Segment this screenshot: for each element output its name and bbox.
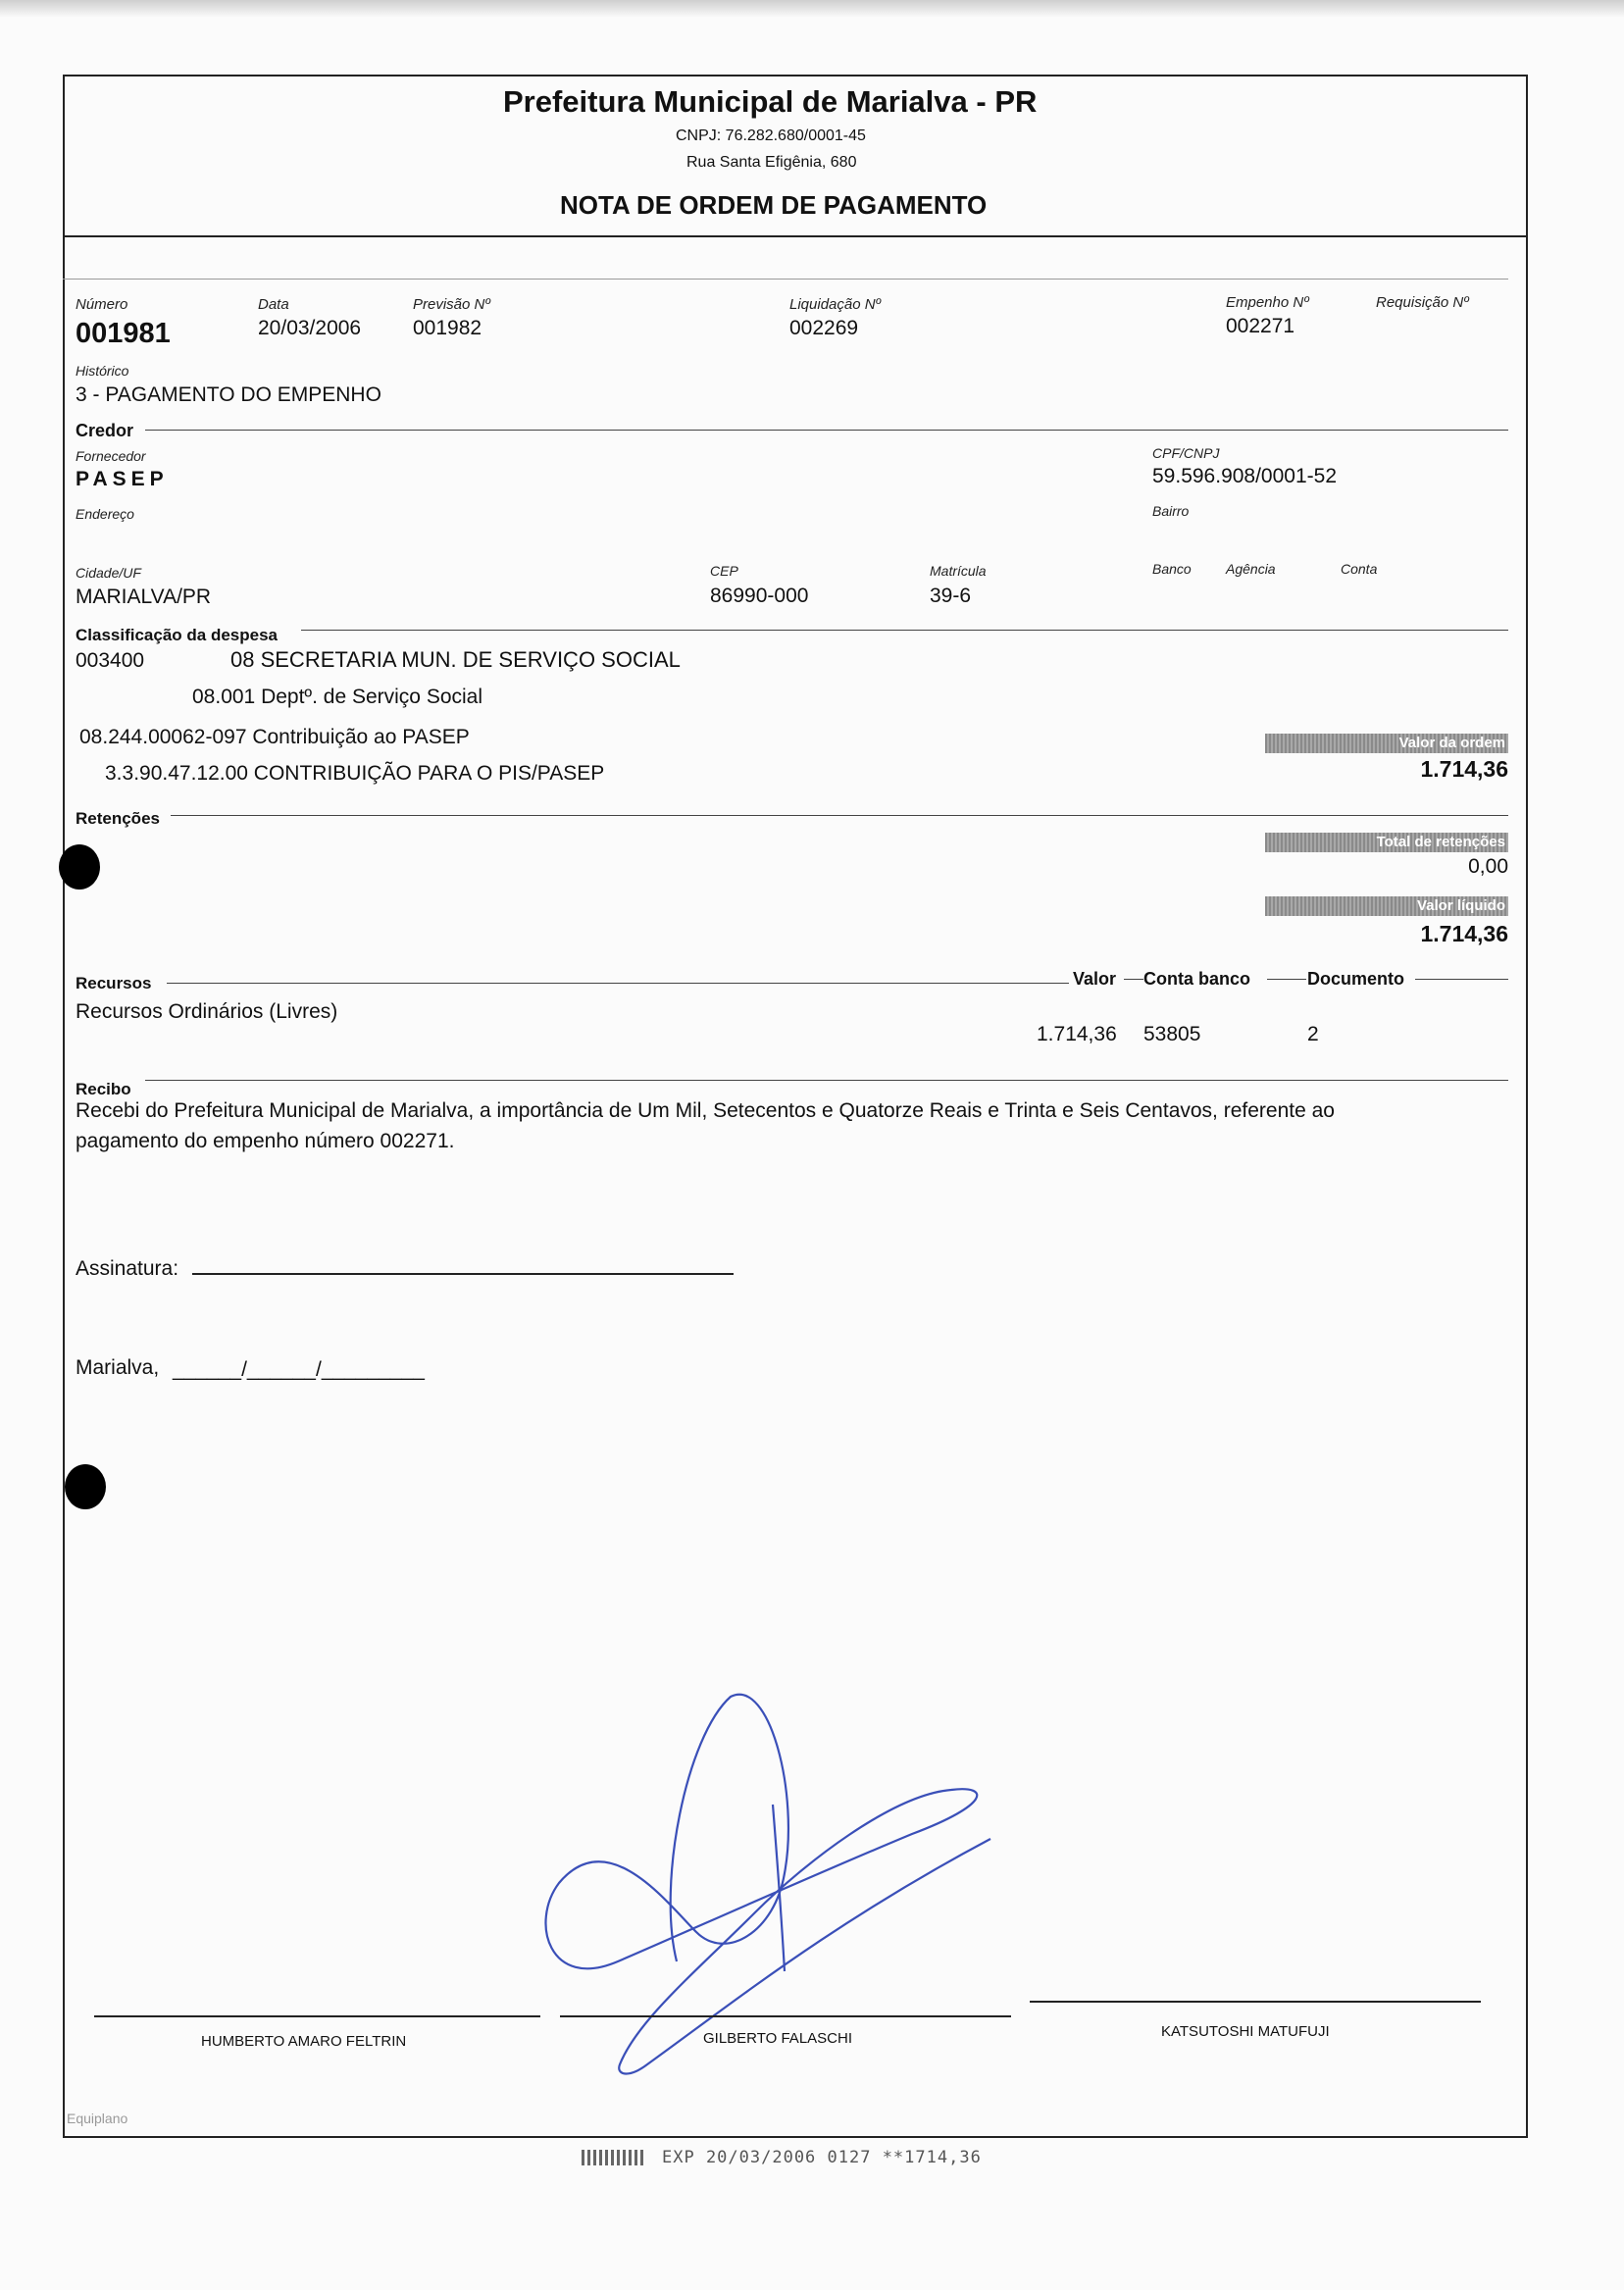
- cep-value: 86990-000: [710, 585, 809, 607]
- classificacao-line1: 08 SECRETARIA MUN. DE SERVIÇO SOCIAL: [230, 647, 681, 672]
- credor-section-title: Credor: [76, 421, 134, 440]
- liquidacao-label: Liquidação Nº: [789, 296, 882, 313]
- historico-label: Histórico: [76, 363, 129, 379]
- total-retencoes-label: Total de retenções: [1376, 834, 1505, 850]
- credor-rule: [145, 430, 1508, 431]
- classificacao-rule: [301, 630, 1508, 631]
- cidade-label: Cidade/UF: [76, 565, 141, 581]
- recibo-text-line2: pagamento do empenho número 002271.: [76, 1130, 455, 1152]
- bank-stamp: [582, 2148, 982, 2167]
- retencoes-rule: [171, 815, 1508, 816]
- valor-ordem-value: 1.714,36: [1420, 756, 1508, 782]
- classificacao-line2: 08.001 Deptº. de Serviço Social: [192, 686, 483, 708]
- classificacao-code: 003400: [76, 649, 145, 672]
- matricula-value: 39-6: [930, 585, 972, 607]
- data-value: 20/03/2006: [258, 317, 362, 339]
- classificacao-line4: 3.3.90.47.12.00 CONTRIBUIÇÃO PARA O PIS/PASEP: [105, 762, 605, 785]
- liquidacao-value: 002269: [789, 317, 859, 339]
- classificacao-section-title: Classificação da despesa: [76, 626, 279, 644]
- classificacao-line3: 08.244.00062-097 Contribuição ao PASEP: [79, 726, 470, 748]
- recursos-rule-2: [1124, 979, 1143, 980]
- previsao-label: Previsão Nº: [413, 296, 490, 313]
- recursos-rule-3: [1267, 979, 1306, 980]
- empenho-label: Empenho Nº: [1226, 294, 1309, 311]
- cidade-value: MARIALVA/PR: [76, 585, 212, 608]
- valor-liquido-value: 1.714,36: [1420, 921, 1508, 946]
- document-title: NOTA DE ORDEM DE PAGAMENTO: [560, 190, 988, 220]
- recursos-conta-label: Conta banco: [1143, 969, 1251, 989]
- assinatura-label: Assinatura:: [76, 1257, 179, 1280]
- cpf-value: 59.596.908/0001-52: [1152, 465, 1338, 487]
- fornecedor-label: Fornecedor: [76, 448, 146, 464]
- software-footer: Equiplano: [67, 2111, 128, 2126]
- historico-value: 3 - PAGAMENTO DO EMPENHO: [76, 383, 381, 406]
- signatory-name-3: KATSUTOSHI MATUFUJI: [1161, 2023, 1330, 2040]
- bairro-label: Bairro: [1152, 503, 1190, 519]
- numero-value: 001981: [76, 318, 171, 349]
- data-label: Data: [258, 296, 289, 313]
- recursos-conta: 53805: [1143, 1023, 1201, 1045]
- recursos-section-title: Recursos: [76, 974, 152, 992]
- retencoes-section-title: Retenções: [76, 809, 160, 828]
- punch-hole-top: [59, 844, 100, 890]
- punch-hole-bottom: [65, 1464, 106, 1509]
- cnpj-text: CNPJ: 76.282.680/0001-45: [676, 127, 866, 144]
- valor-liquido-label: Valor líquido: [1416, 897, 1505, 914]
- address-text: Rua Santa Efigênia, 680: [686, 154, 857, 171]
- empenho-value: 002271: [1226, 315, 1295, 337]
- valor-liquido-bar: [1265, 896, 1508, 916]
- fornecedor-value: PASEP: [76, 468, 169, 490]
- conta-label: Conta: [1341, 561, 1378, 577]
- date-blank: ______/______/_________: [173, 1358, 425, 1381]
- total-retencoes-bar: [1265, 833, 1508, 852]
- recursos-documento: 2: [1307, 1023, 1319, 1045]
- recursos-rule-4: [1415, 979, 1508, 980]
- banco-label: Banco: [1152, 561, 1192, 577]
- scan-shadow: [0, 0, 1624, 18]
- endereco-label: Endereço: [76, 506, 134, 522]
- recursos-valor-label: Valor: [1073, 969, 1117, 989]
- signatory-name-1: HUMBERTO AMARO FELTRIN: [201, 2033, 407, 2050]
- total-retencoes-value: 0,00: [1468, 855, 1508, 878]
- valor-ordem-label: Valor da ordem: [1398, 735, 1505, 751]
- recibo-text-line1: Recebi do Prefeitura Municipal de Marialva, a importância de Um Mil, Setecentos e Quatorze Reais e Trinta e Seis Centavos, referente ao: [76, 1099, 1335, 1122]
- signature-line-2: [560, 2015, 1011, 2017]
- recibo-rule: [145, 1080, 1508, 1081]
- matricula-label: Matrícula: [930, 563, 987, 579]
- recursos-descricao: Recursos Ordinários (Livres): [76, 1000, 338, 1023]
- local-label: Marialva,: [76, 1356, 160, 1379]
- cep-label: CEP: [710, 563, 738, 579]
- previsao-value: 001982: [413, 317, 482, 339]
- recursos-valor: 1.714,36: [1037, 1023, 1117, 1045]
- assinatura-line: [192, 1273, 734, 1275]
- recibo-section-title: Recibo: [76, 1080, 131, 1098]
- municipality-title: Prefeitura Municipal de Marialva - PR: [503, 84, 1038, 119]
- cpf-label: CPF/CNPJ: [1152, 445, 1220, 461]
- valor-ordem-bar: [1265, 734, 1508, 753]
- signatory-name-2: GILBERTO FALASCHI: [703, 2030, 852, 2047]
- bank-stamp-text: EXP 20/03/2006 0127 **1714,36: [662, 2148, 982, 2167]
- recursos-documento-label: Documento: [1307, 969, 1404, 989]
- info-top-rule: [63, 279, 1508, 280]
- signature-line-3: [1030, 2001, 1481, 2003]
- agencia-label: Agência: [1226, 561, 1276, 577]
- header-divider: [63, 235, 1528, 237]
- bank-stamp-marks: [582, 2150, 646, 2165]
- recursos-rule: [167, 983, 1069, 984]
- requisicao-label: Requisição Nº: [1376, 294, 1469, 311]
- signature-line-1: [94, 2015, 540, 2017]
- numero-label: Número: [76, 296, 128, 313]
